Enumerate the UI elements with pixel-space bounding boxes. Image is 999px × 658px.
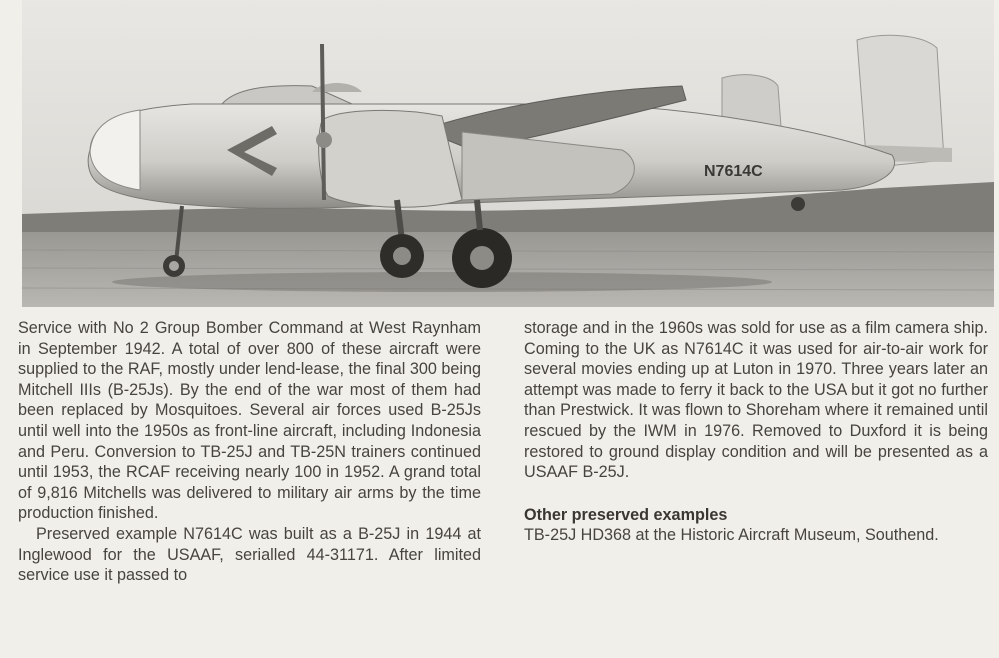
registration-marking: N7614C	[704, 163, 763, 180]
paragraph-film-ship-history: storage and in the 1960s was sold for use as a film camera ship. Coming to the UK as N7614C it was used for air-to-air work for several movies ending up at Luton in 1970. Three years later an attempt was made to ferry it back to the USA but it got no further than Prestwick. It was flown to Shoreham where it remained until rescued by the IWM in 1976. Removed to Duxford it is being restored to ground display condition and will be presented as a USAAF B-25J.	[524, 319, 988, 482]
text-column-right	[524, 318, 988, 546]
other-examples-text: TB-25J HD368 at the Historic Aircraft Museum, Southend.	[524, 526, 939, 545]
subheading-other-examples: Other preserved examples	[524, 505, 728, 524]
aircraft-photo	[22, 0, 994, 307]
paragraph-service-history: Service with No 2 Group Bomber Command at West Raynham in September 1942. A total of over 800 of these aircraft were supplied to the RAF, mostly under lend-lease, the final 300 being Mitchell IIIs (B-25Js). By the end of the war most of them had been replaced by Mosquitoes. Several air forces used B-25Js until well into the 1950s as front-line aircraft, including Indonesia and Peru. Conversion to TB-25J and TB-25N trainers continued until 1953, the RCAF receiving nearly 100 in 1952. A grand total of 9,816 Mitchells was delivered to military air arms by the time production finished.	[18, 319, 481, 523]
text-column-left	[18, 318, 481, 586]
paragraph-preserved-example: Preserved example N7614C was built as a B-25J in 1944 at Inglewood for the USAAF, serialled 44-31171. After limited service use it passed to	[18, 524, 481, 585]
